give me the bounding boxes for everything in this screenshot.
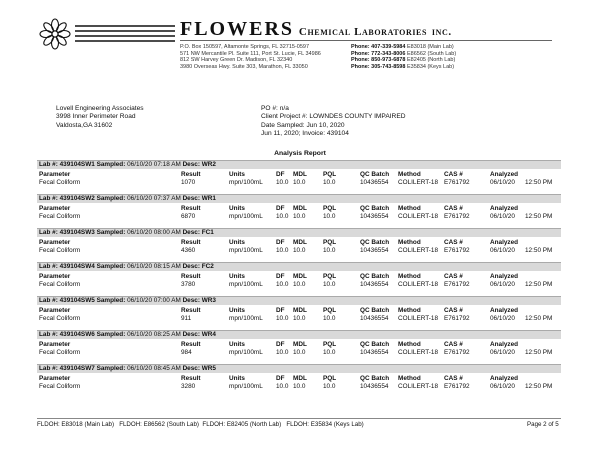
- sample-block: [37, 364, 561, 395]
- column-header: Analyzed: [490, 273, 519, 280]
- invoice-line: Jun 11, 2020; Invoice: 439104: [261, 130, 349, 138]
- client-city: Valdosta,GA 31602: [56, 121, 113, 129]
- desc-label: Desc:: [182, 364, 200, 372]
- lab-label: Lab #:: [39, 364, 58, 372]
- page-number: Page 2 of 5: [527, 421, 559, 428]
- column-header: Parameter: [39, 239, 71, 246]
- analyzed-date-cell: 06/10/20: [490, 280, 515, 288]
- column-header: MDL: [293, 307, 307, 314]
- pql-cell: 10.0: [323, 178, 336, 186]
- column-header: Result: [181, 171, 201, 178]
- column-header: Units: [229, 375, 245, 382]
- address-line: 571 NW Mercantile Pl. Suite 111, Port St. Lucie, FL 34986: [180, 50, 321, 57]
- result-cell: 911: [181, 314, 192, 322]
- method-cell: COLILERT-18: [398, 280, 439, 288]
- column-header: Units: [229, 239, 245, 246]
- qc-batch-cell: 10436554: [360, 178, 389, 186]
- cas-cell: E761792: [444, 178, 470, 186]
- lab-number: 439104SW2: [59, 194, 95, 202]
- column-header: CAS #: [444, 341, 463, 348]
- sampled-time: 06/10/20 08:45 AM: [127, 364, 181, 372]
- column-header: Method: [398, 341, 421, 348]
- column-header: QC Batch: [360, 375, 390, 382]
- lab-label: Lab #:: [39, 228, 58, 236]
- sampled-label: Sampled:: [96, 262, 126, 270]
- column-header: Analyzed: [490, 375, 519, 382]
- column-header: QC Batch: [360, 239, 390, 246]
- report-title: Analysis Report: [274, 150, 326, 157]
- column-header: QC Batch: [360, 341, 390, 348]
- company-name-rest: Chemical Laboratories: [298, 26, 428, 38]
- column-header: MDL: [293, 239, 307, 246]
- mdl-cell: 10.0: [293, 246, 306, 254]
- phone-line: Phone: 772-343-8006 E86562 (South Lab): [351, 50, 457, 57]
- column-header: Analyzed: [490, 171, 519, 178]
- df-cell: 10.0: [276, 314, 289, 322]
- pql-cell: 10.0: [323, 212, 336, 220]
- column-header: PQL: [323, 273, 337, 280]
- parameter-cell: Fecal Coliform: [39, 382, 81, 390]
- analyzed-time-cell: 12:50 PM: [525, 314, 553, 322]
- analyzed-time-cell: 12:50 PM: [525, 178, 553, 186]
- footer-lab-ids: FLDOH: E83018 (Main Lab) FLDOH: E86562 (South Lab) FLDOH: E82405 (North Lab) FLDOH: E35834 (Keys Lab): [37, 421, 364, 428]
- method-cell: COLILERT-18: [398, 314, 439, 322]
- pql-cell: 10.0: [323, 314, 336, 322]
- column-header: PQL: [323, 341, 337, 348]
- mdl-cell: 10.0: [293, 314, 306, 322]
- df-cell: 10.0: [276, 382, 289, 390]
- sampled-time: 06/10/20 07:37 AM: [127, 194, 181, 202]
- column-header: Units: [229, 205, 245, 212]
- units-cell: mpn/100mL: [229, 314, 263, 322]
- sampled-label: Sampled:: [96, 228, 126, 236]
- sample-header: [39, 297, 216, 305]
- header-rule: [180, 40, 552, 41]
- lab-number: 439104SW3: [59, 228, 95, 236]
- sample-header: [39, 195, 216, 203]
- lab-phones: [351, 44, 456, 70]
- column-header: Analyzed: [490, 239, 519, 246]
- column-header: PQL: [323, 171, 337, 178]
- column-header: Method: [398, 273, 421, 280]
- address-line: 812 SW Harvey Green Dr. Madison, FL 32340: [180, 57, 293, 64]
- column-header: Result: [181, 273, 201, 280]
- column-header: Units: [229, 341, 245, 348]
- result-cell: 3780: [181, 280, 196, 288]
- phone-line: Phone: 407-339-5984 E83018 (Main Lab): [351, 44, 454, 50]
- lab-label: Lab #:: [39, 262, 58, 270]
- lab-addresses: [180, 44, 321, 70]
- mdl-cell: 10.0: [293, 212, 306, 220]
- phone-line: Phone: 850-973-6878 E82405 (North Lab): [351, 57, 456, 64]
- lab-label: Lab #:: [39, 160, 58, 168]
- sample-block: [37, 228, 561, 259]
- desc-value: WR1: [201, 194, 216, 202]
- desc-label: Desc:: [182, 330, 200, 338]
- qc-batch-cell: 10436554: [360, 348, 389, 356]
- df-cell: 10.0: [276, 178, 289, 186]
- analyzed-date-cell: 06/10/20: [490, 314, 515, 322]
- analyzed-time-cell: 12:50 PM: [525, 212, 553, 220]
- units-cell: mpn/100mL: [229, 178, 263, 186]
- desc-label: Desc:: [182, 160, 200, 168]
- parameter-cell: Fecal Coliform: [39, 178, 81, 186]
- column-header: DF: [276, 307, 285, 314]
- sampled-label: Sampled:: [96, 364, 126, 372]
- desc-label: Desc:: [182, 194, 200, 202]
- sample-block: [37, 194, 561, 225]
- column-header: CAS #: [444, 205, 463, 212]
- pql-cell: 10.0: [323, 382, 336, 390]
- result-cell: 984: [181, 348, 192, 356]
- column-header: Parameter: [39, 307, 71, 314]
- flower-logo-icon: [35, 14, 177, 54]
- sample-block: [37, 160, 561, 191]
- column-header: Result: [181, 239, 201, 246]
- analyzed-date-cell: 06/10/20: [490, 382, 515, 390]
- column-header: Method: [398, 239, 421, 246]
- column-header: MDL: [293, 205, 307, 212]
- sample-header: [39, 365, 216, 373]
- column-header: Units: [229, 307, 245, 314]
- column-header: CAS #: [444, 375, 463, 382]
- sampled-time: 06/10/20 08:00 AM: [127, 228, 181, 236]
- sampled-label: Sampled:: [96, 194, 126, 202]
- column-header: PQL: [323, 375, 337, 382]
- parameter-cell: Fecal Coliform: [39, 280, 81, 288]
- column-header: DF: [276, 171, 285, 178]
- desc-label: Desc:: [182, 262, 200, 270]
- cas-cell: E761792: [444, 382, 470, 390]
- lab-number: 439104SW7: [59, 364, 95, 372]
- column-header: PQL: [323, 239, 337, 246]
- sample-block: [37, 296, 561, 327]
- desc-value: WR3: [201, 296, 216, 304]
- sampled-label: Sampled:: [96, 160, 126, 168]
- sample-header: [39, 263, 214, 271]
- column-header: DF: [276, 239, 285, 246]
- phone-line: Phone: 305-743-8598 E35834 (Keys Lab): [351, 63, 455, 70]
- cas-cell: E761792: [444, 314, 470, 322]
- analyzed-date-cell: 06/10/20: [490, 246, 515, 254]
- result-cell: 3280: [181, 382, 196, 390]
- analyzed-date-cell: 06/10/20: [490, 178, 515, 186]
- lab-number: 439104SW4: [59, 262, 95, 270]
- analyzed-date-cell: 06/10/20: [490, 212, 515, 220]
- units-cell: mpn/100mL: [229, 212, 263, 220]
- column-header: MDL: [293, 171, 307, 178]
- sampled-time: 06/10/20 08:15 AM: [127, 262, 181, 270]
- method-cell: COLILERT-18: [398, 212, 439, 220]
- sample-block: [37, 262, 561, 293]
- sampled-time: 06/10/20 07:00 AM: [127, 296, 181, 304]
- desc-value: FC1: [201, 228, 214, 236]
- sampled-label: Sampled:: [96, 296, 126, 304]
- parameter-cell: Fecal Coliform: [39, 246, 81, 254]
- units-cell: mpn/100mL: [229, 280, 263, 288]
- desc-value: FC2: [201, 262, 214, 270]
- desc-value: WR5: [201, 364, 216, 372]
- lab-number: 439104SW6: [59, 330, 95, 338]
- parameter-cell: Fecal Coliform: [39, 212, 81, 220]
- column-header: PQL: [323, 205, 337, 212]
- analyzed-time-cell: 12:50 PM: [525, 382, 553, 390]
- parameter-cell: Fecal Coliform: [39, 314, 81, 322]
- analyzed-time-cell: 12:50 PM: [525, 348, 553, 356]
- mdl-cell: 10.0: [293, 382, 306, 390]
- column-header: Parameter: [39, 273, 71, 280]
- address-line: P.O. Box 150597, Altamonte Springs, FL 32715-0597: [180, 44, 310, 50]
- column-header: Method: [398, 307, 421, 314]
- sample-header: [39, 331, 216, 339]
- sample-header: [39, 229, 214, 237]
- column-header: CAS #: [444, 171, 463, 178]
- column-header: Analyzed: [490, 205, 519, 212]
- sample-block: [37, 330, 561, 361]
- company-name-main: FLOWERS: [180, 18, 295, 40]
- client-address: [56, 105, 144, 130]
- qc-batch-cell: 10436554: [360, 212, 389, 220]
- footer-rule: [37, 418, 561, 419]
- column-header: MDL: [293, 341, 307, 348]
- column-header: QC Batch: [360, 171, 390, 178]
- column-header: Parameter: [39, 375, 71, 382]
- desc-label: Desc:: [182, 296, 200, 304]
- address-line: 3980 Overseas Hwy. Suite 303, Marathon, FL 33050: [180, 63, 308, 70]
- qc-batch-cell: 10436554: [360, 314, 389, 322]
- column-header: QC Batch: [360, 205, 390, 212]
- lab-label: Lab #:: [39, 330, 58, 338]
- column-header: CAS #: [444, 307, 463, 314]
- desc-value: WR2: [201, 160, 216, 168]
- column-header: Analyzed: [490, 307, 519, 314]
- column-header: Units: [229, 171, 245, 178]
- units-cell: mpn/100mL: [229, 246, 263, 254]
- column-header: Method: [398, 205, 421, 212]
- method-cell: COLILERT-18: [398, 246, 439, 254]
- analyzed-time-cell: 12:50 PM: [525, 246, 553, 254]
- df-cell: 10.0: [276, 280, 289, 288]
- column-header: DF: [276, 273, 285, 280]
- date-sampled: Date Sampled: Jun 10, 2020: [261, 121, 345, 129]
- column-header: DF: [276, 341, 285, 348]
- method-cell: COLILERT-18: [398, 348, 439, 356]
- column-header: QC Batch: [360, 273, 390, 280]
- mdl-cell: 10.0: [293, 280, 306, 288]
- column-header: Result: [181, 341, 201, 348]
- column-header: Method: [398, 171, 421, 178]
- po-number: PO #: n/a: [261, 105, 289, 112]
- sampled-time: 06/10/20 08:25 AM: [127, 330, 181, 338]
- pql-cell: 10.0: [323, 246, 336, 254]
- column-header: CAS #: [444, 273, 463, 280]
- pql-cell: 10.0: [323, 280, 336, 288]
- desc-label: Desc:: [182, 228, 200, 236]
- result-cell: 4360: [181, 246, 196, 254]
- result-cell: 1070: [181, 178, 196, 186]
- parameter-cell: Fecal Coliform: [39, 348, 81, 356]
- cas-cell: E761792: [444, 280, 470, 288]
- company-name-suffix: inc.: [431, 26, 452, 38]
- column-header: DF: [276, 205, 285, 212]
- cas-cell: E761792: [444, 348, 470, 356]
- analyzed-date-cell: 06/10/20: [490, 348, 515, 356]
- column-header: Units: [229, 273, 245, 280]
- client-project: Client Project #: LOWNDES COUNTY IMPAIRED: [261, 113, 406, 121]
- cas-cell: E761792: [444, 212, 470, 220]
- client-name: Lovell Engineering Associates: [56, 105, 144, 112]
- cas-cell: E761792: [444, 246, 470, 254]
- column-header: Result: [181, 307, 201, 314]
- lab-label: Lab #:: [39, 194, 58, 202]
- qc-batch-cell: 10436554: [360, 246, 389, 254]
- lab-number: 439104SW1: [59, 160, 95, 168]
- pql-cell: 10.0: [323, 348, 336, 356]
- sample-header: [39, 161, 216, 169]
- lab-number: 439104SW5: [59, 296, 95, 304]
- sampled-label: Sampled:: [96, 330, 126, 338]
- df-cell: 10.0: [276, 348, 289, 356]
- client-street: 3998 Inner Perimeter Road: [56, 113, 136, 121]
- column-header: QC Batch: [360, 307, 390, 314]
- mdl-cell: 10.0: [293, 178, 306, 186]
- column-header: Result: [181, 205, 201, 212]
- column-header: Method: [398, 375, 421, 382]
- project-info: [261, 105, 405, 139]
- method-cell: COLILERT-18: [398, 178, 439, 186]
- desc-value: WR4: [201, 330, 216, 338]
- column-header: CAS #: [444, 239, 463, 246]
- company-name: [180, 18, 452, 41]
- df-cell: 10.0: [276, 246, 289, 254]
- units-cell: mpn/100mL: [229, 382, 263, 390]
- column-header: Parameter: [39, 341, 71, 348]
- column-header: MDL: [293, 273, 307, 280]
- qc-batch-cell: 10436554: [360, 280, 389, 288]
- method-cell: COLILERT-18: [398, 382, 439, 390]
- analyzed-time-cell: 12:50 PM: [525, 280, 553, 288]
- column-header: Result: [181, 375, 201, 382]
- mdl-cell: 10.0: [293, 348, 306, 356]
- column-header: Parameter: [39, 205, 71, 212]
- lab-label: Lab #:: [39, 296, 58, 304]
- column-header: PQL: [323, 307, 337, 314]
- column-header: Analyzed: [490, 341, 519, 348]
- units-cell: mpn/100mL: [229, 348, 263, 356]
- column-header: DF: [276, 375, 285, 382]
- column-header: Parameter: [39, 171, 71, 178]
- qc-batch-cell: 10436554: [360, 382, 389, 390]
- column-header: MDL: [293, 375, 307, 382]
- result-cell: 6870: [181, 212, 196, 220]
- df-cell: 10.0: [276, 212, 289, 220]
- sampled-time: 06/10/20 07:18 AM: [127, 160, 181, 168]
